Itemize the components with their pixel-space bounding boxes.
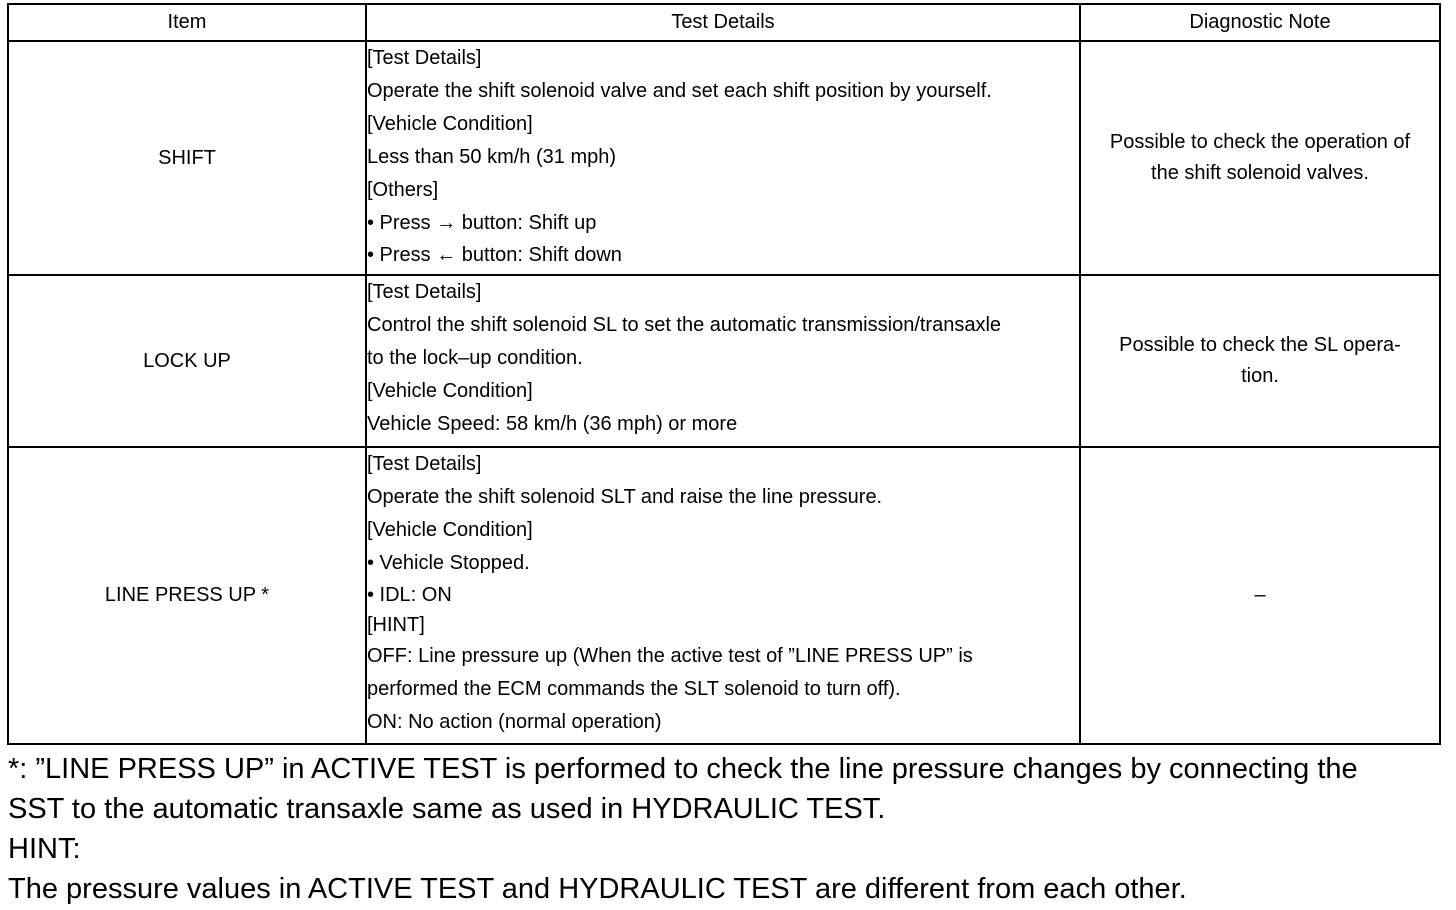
detail-line: to the lock–up condition. — [367, 347, 583, 369]
table-row — [8, 41, 1440, 275]
hint-label: HINT: — [8, 833, 81, 865]
row-note-shift — [1080, 41, 1440, 275]
note-line: Possible to check the SL opera- — [1119, 334, 1401, 356]
header-diagnostic-note: Diagnostic Note — [1080, 4, 1440, 41]
detail-line: [Test Details] — [367, 281, 482, 303]
row-item-line-press-up: LINE PRESS UP * — [8, 447, 366, 744]
detail-line: [Test Details] — [367, 453, 482, 475]
row-note-line-press-up — [1080, 447, 1440, 744]
detail-line: [Vehicle Condition] — [367, 380, 533, 402]
detail-line: • IDL: ON — [367, 584, 452, 606]
header-test-details: Test Details — [366, 4, 1080, 41]
note-line: tion. — [1241, 365, 1279, 387]
detail-line: Operate the shift solenoid SLT and raise the line pressure. — [367, 486, 883, 508]
row-details-line-press-up — [366, 447, 1080, 744]
detail-line: Control the shift solenoid SL to set the automatic transmission/transaxle — [367, 314, 1002, 336]
note-line: – — [1254, 584, 1266, 606]
note-line: the shift solenoid valves. — [1151, 162, 1369, 184]
row-details-lock-up — [366, 275, 1080, 447]
detail-line: • Press ← button: Shift down — [367, 244, 622, 266]
active-test-table-container — [7, 3, 1439, 745]
detail-line: [Vehicle Condition] — [367, 519, 533, 541]
detail-line: [Test Details] — [367, 47, 482, 69]
footnote-line: *: ”LINE PRESS UP” in ACTIVE TEST is performed to check the line pressure changes by connecting the — [8, 753, 1358, 785]
detail-line: • Vehicle Stopped. — [367, 552, 530, 574]
detail-line: ON: No action (normal operation) — [367, 711, 662, 733]
detail-line: Less than 50 km/h (31 mph) — [367, 146, 617, 168]
detail-line: Operate the shift solenoid valve and set each shift position by yourself. — [367, 80, 992, 102]
active-test-table — [7, 3, 1441, 745]
detail-line: OFF: Line pressure up (When the active test of ”LINE PRESS UP” is — [367, 645, 973, 667]
hint-text: The pressure values in ACTIVE TEST and HYDRAULIC TEST are different from each other. — [8, 873, 1187, 905]
detail-line: [Vehicle Condition] — [367, 113, 533, 135]
row-note-lock-up — [1080, 275, 1440, 447]
footnote-line: SST to the automatic transaxle same as used in HYDRAULIC TEST. — [8, 793, 886, 825]
detail-line: Vehicle Speed: 58 km/h (36 mph) or more — [367, 413, 738, 435]
header-item: Item — [8, 4, 366, 41]
detail-line: [HINT] — [367, 614, 425, 636]
row-details-shift — [366, 41, 1080, 275]
table-row — [8, 275, 1440, 447]
footnote-section — [8, 749, 1448, 909]
detail-line: • Press → button: Shift up — [367, 212, 597, 234]
note-line: Possible to check the operation of — [1109, 131, 1411, 153]
table-header-row — [8, 4, 1440, 41]
table-row — [8, 447, 1440, 744]
detail-line: performed the ECM commands the SLT solenoid to turn off). — [367, 678, 901, 700]
row-item-lock-up: LOCK UP — [8, 275, 366, 447]
detail-line: [Others] — [367, 179, 439, 201]
row-item-shift: SHIFT — [8, 41, 366, 275]
